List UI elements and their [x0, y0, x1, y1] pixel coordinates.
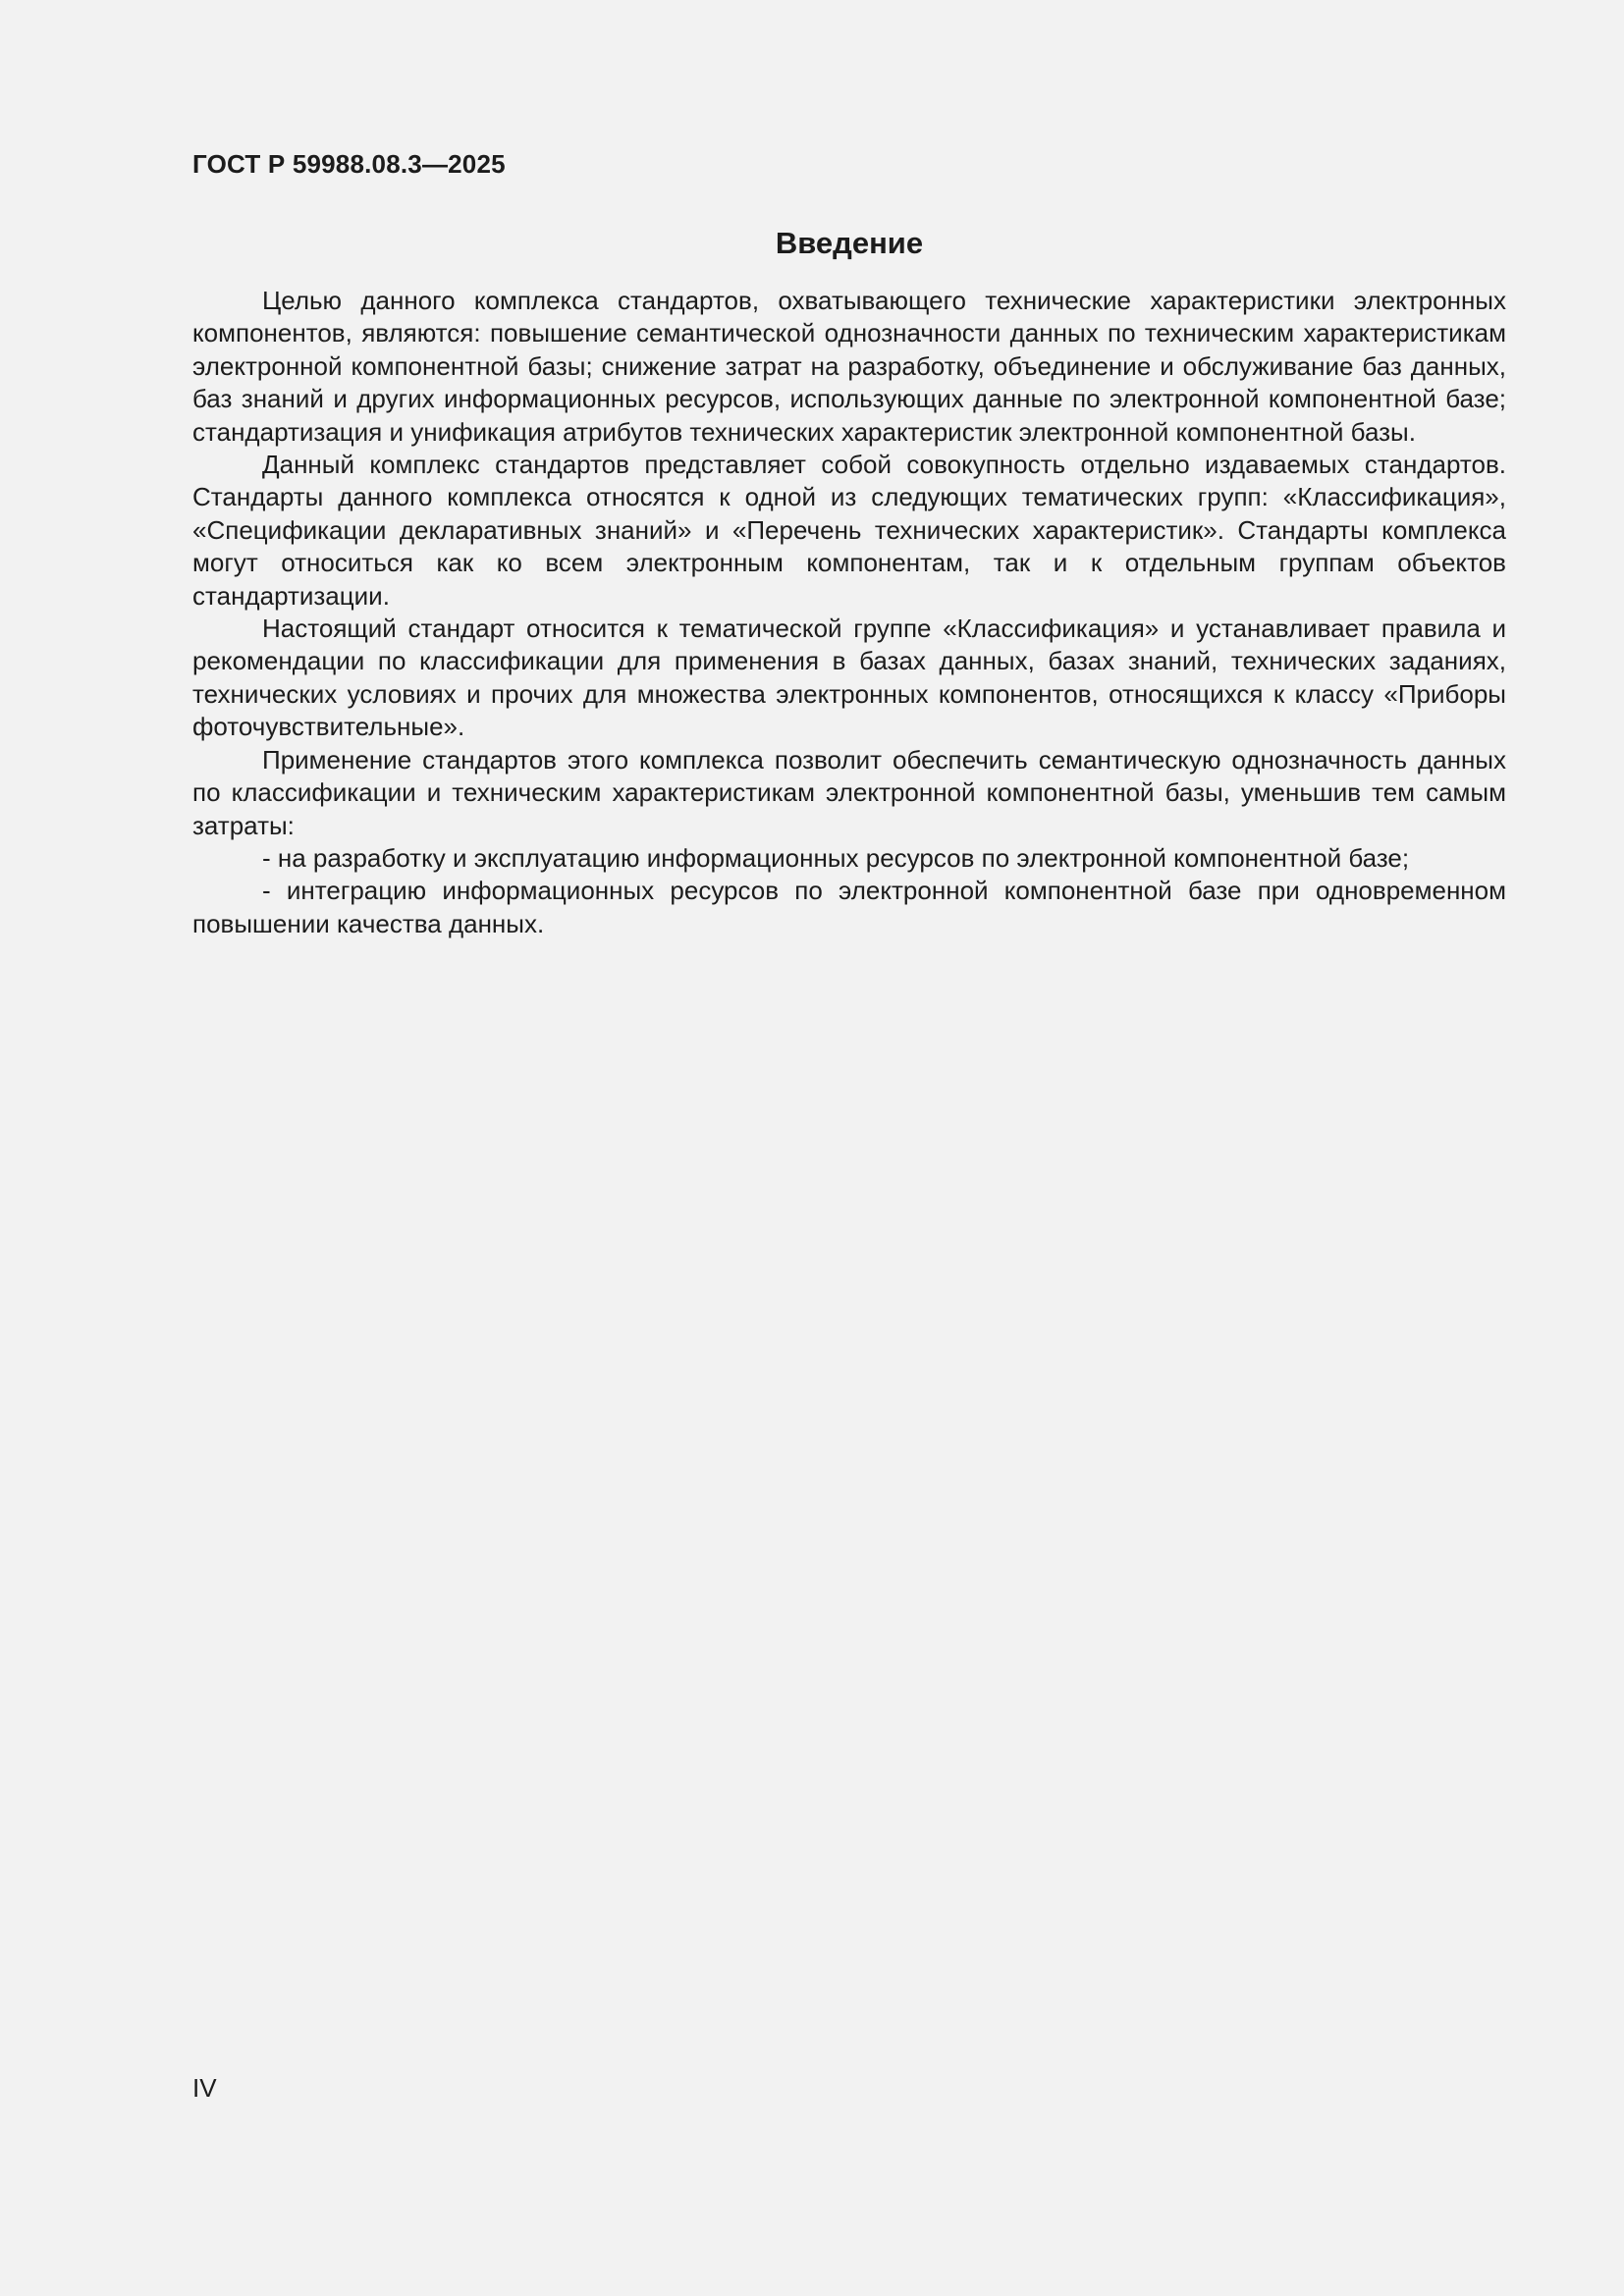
- paragraph-purpose: Целью данного комплекса стандартов, охватывающего технические характеристики электронных компонентов, являются: повышение семантической однозначности данных по техническим характеристикам электронной компонентной базы; снижение затрат на разработку, объединение и обслуживание баз данных, баз знаний и других информационных ресурсов, использующих данные по электронной компонентной базе; стандартизация и унификация атрибутов технических характеристик электронной компонентной базы.: [192, 286, 1506, 447]
- paragraph-application: Применение стандартов этого комплекса позволит обеспечить семантическую однозначность данных по классификации и техническим характеристикам электронной компонентной базы, уменьшив тем самым затраты:: [192, 744, 1506, 840]
- page-number: IV: [192, 2073, 217, 2103]
- document-code-header: ГОСТ Р 59988.08.3—2025: [192, 149, 506, 179]
- introduction-text: [192, 285, 1506, 940]
- paragraph-scope: Настоящий стандарт относится к тематической группе «Классификация» и устанавливает правила и рекомендации по классификации для применения в базах данных, базах знаний, технических заданиях, технических условиях и прочих для множества электронных компонентов, относящихся к классу «Приборы фоточувствительные».: [192, 614, 1506, 742]
- paragraph-complex-description: Данный комплекс стандартов представляет собой совокупность отдельно издаваемых стандартов. Стандарты данного комплекса относятся к одной из следующих тематических групп: «Классификация», «Спецификации декларативных знаний» и «Перечень технических характеристик». Стандарты комплекса могут относиться как ко всем электронным компонентам, так и к отдельным группам объектов стандартизации.: [192, 450, 1506, 611]
- section-title: Введение: [775, 226, 924, 260]
- list-item-development: - на разработку и эксплуатацию информационных ресурсов по электронной компонентной базе;: [262, 842, 1410, 873]
- list-item-integration: - интеграцию информационных ресурсов по электронной компонентной базе при одновременном повышении качества данных.: [192, 876, 1506, 938]
